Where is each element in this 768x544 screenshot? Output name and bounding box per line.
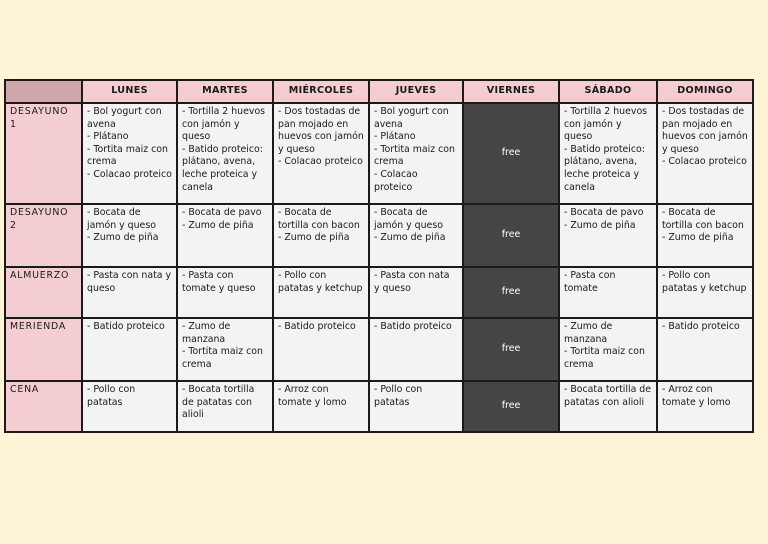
- meal-cell: - Batido proteico: [82, 318, 177, 381]
- meal-cell: - Pollo con patatas y ketchup: [273, 267, 369, 318]
- meal-label: DESAYUNO 1: [5, 103, 82, 204]
- meal-label: ALMUERZO: [5, 267, 82, 318]
- meal-cell: - Bocata de pavo - Zumo de piña: [559, 204, 657, 267]
- meal-cell: - Pollo con patatas: [369, 381, 463, 432]
- meal-cell: - Pollo con patatas y ketchup: [657, 267, 753, 318]
- meal-cell: - Bocata de jamón y queso - Zumo de piña: [369, 204, 463, 267]
- meal-cell: - Bocata de tortilla con bacon - Zumo de piña: [657, 204, 753, 267]
- day-header-martes: MARTES: [177, 80, 273, 103]
- meal-cell: - Pollo con patatas: [82, 381, 177, 432]
- meal-cell: - Zumo de manzana - Tortita maiz con crema: [559, 318, 657, 381]
- meal-cell: - Dos tostadas de pan mojado en huevos con jamón y queso - Colacao proteico: [273, 103, 369, 204]
- meal-cell: - Dos tostadas de pan mojado en huevos con jamón y queso - Colacao proteico: [657, 103, 753, 204]
- meal-row-cena: [5, 381, 753, 432]
- meal-row-desayuno-2: [5, 204, 753, 267]
- meal-label: DESAYUNO 2: [5, 204, 82, 267]
- meal-cell: - Bocata de tortilla con bacon - Zumo de piña: [273, 204, 369, 267]
- day-header-domingo: DOMINGO: [657, 80, 753, 103]
- meal-cell: - Pasta con tomate y queso: [177, 267, 273, 318]
- day-header-miercoles: MIÉRCOLES: [273, 80, 369, 103]
- free-cell: free: [463, 318, 559, 381]
- meal-cell: - Arroz con tomate y lomo: [657, 381, 753, 432]
- free-cell: free: [463, 267, 559, 318]
- meal-row-almuerzo: [5, 267, 753, 318]
- meal-row-desayuno-1: [5, 103, 753, 204]
- day-header-lunes: LUNES: [82, 80, 177, 103]
- meal-cell: - Tortilla 2 huevos con jamón y queso - Batido proteico: plátano, avena, leche proteica y canela: [559, 103, 657, 204]
- corner-cell: [5, 80, 82, 103]
- meal-cell: - Pasta con nata y queso: [369, 267, 463, 318]
- meal-cell: - Batido proteico: [657, 318, 753, 381]
- day-header-jueves: JUEVES: [369, 80, 463, 103]
- meal-cell: - Bocata tortilla de patatas con alioli: [559, 381, 657, 432]
- meal-cell: - Tortilla 2 huevos con jamón y queso - Batido proteico: plátano, avena, leche proteica y canela: [177, 103, 273, 204]
- meal-cell: - Pasta con nata y queso: [82, 267, 177, 318]
- meal-cell: - Batido proteico: [273, 318, 369, 381]
- day-header-sabado: SÁBADO: [559, 80, 657, 103]
- free-cell: free: [463, 204, 559, 267]
- header-row: [5, 80, 753, 103]
- meal-cell: - Arroz con tomate y lomo: [273, 381, 369, 432]
- free-cell: free: [463, 381, 559, 432]
- meal-cell: - Bocata tortilla de patatas con alioli: [177, 381, 273, 432]
- day-header-viernes: VIERNES: [463, 80, 559, 103]
- meal-cell: - Bocata de jamón y queso - Zumo de piña: [82, 204, 177, 267]
- meal-cell: - Zumo de manzana - Tortita maiz con crema: [177, 318, 273, 381]
- meal-cell: - Bocata de pavo - Zumo de piña: [177, 204, 273, 267]
- meal-cell: - Bol yogurt con avena - Plátano - Tortita maiz con crema - Colacao proteico: [82, 103, 177, 204]
- meal-cell: - Bol yogurt con avena - Plátano - Tortita maiz con crema - Colacao proteico: [369, 103, 463, 204]
- meal-row-merienda: [5, 318, 753, 381]
- meal-label: MERIENDA: [5, 318, 82, 381]
- meal-cell: - Pasta con tomate: [559, 267, 657, 318]
- meal-cell: - Batido proteico: [369, 318, 463, 381]
- meal-plan-table: [4, 79, 754, 433]
- meal-label: CENA: [5, 381, 82, 432]
- free-cell: free: [463, 103, 559, 204]
